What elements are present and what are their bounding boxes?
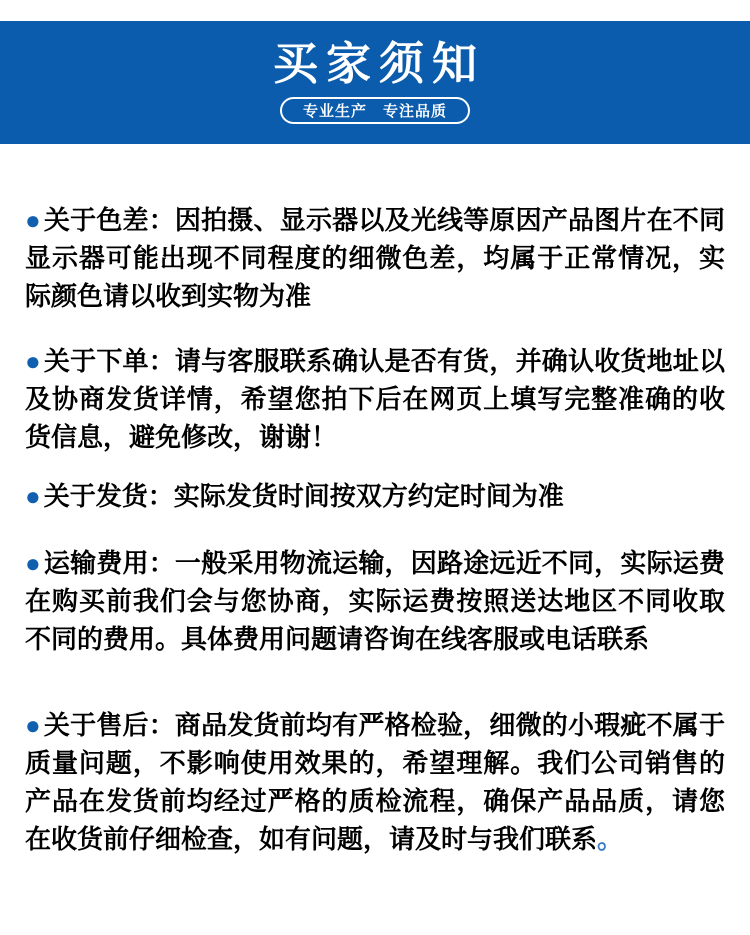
page-title: 买家须知 xyxy=(272,38,485,89)
notice-color-difference xyxy=(25,201,725,315)
notice-after-sales xyxy=(25,706,725,858)
bullet-icon: ● xyxy=(25,710,41,740)
notice-ordering xyxy=(25,342,725,456)
notice-text: 运输费用：一般采用物流运输，因路途远近不同，实际运费在购买前我们会与您协商，实际运费按照送达地区不同收取不同的费用。具体费用问题请咨询在线客服或电话联系 xyxy=(25,548,725,654)
notice-shipping xyxy=(25,477,725,515)
bullet-icon: ● xyxy=(25,205,41,235)
bullet-icon: ● xyxy=(25,481,41,511)
notice-text: 关于色差：因拍摄、显示器以及光线等原因产品图片在不同显示器可能出现不同程度的细微色差，均属于正常情况，实际颜色请以收到实物为准 xyxy=(25,205,725,311)
notice-list xyxy=(0,201,750,858)
banner-subtitle-pill xyxy=(280,97,470,124)
header-banner xyxy=(0,21,750,144)
notice-tail: 。 xyxy=(597,824,624,854)
banner-subtitle: 专业生产 专注品质 xyxy=(302,103,447,120)
top-white-strip xyxy=(0,0,750,21)
notice-text: 关于售后：商品发货前均有严格检验，细微的小瑕疵不属于质量问题，不影响使用效果的，希望理解。我们公司销售的产品在发货前均经过严格的质检流程，确保产品品质，请您在收货前仔细检查，如有问题，请及时与我们联系 xyxy=(25,710,725,854)
notice-text: 关于下单：请与客服联系确认是否有货，并确认收货地址以及协商发货详情，希望您拍下后在网页上填写完整准确的收货信息，避免修改，谢谢！ xyxy=(25,346,725,452)
bullet-icon: ● xyxy=(25,346,41,376)
notice-freight xyxy=(25,544,725,658)
notice-text: 关于发货：实际发货时间按双方约定时间为准 xyxy=(43,481,564,511)
bullet-icon: ● xyxy=(25,548,41,578)
